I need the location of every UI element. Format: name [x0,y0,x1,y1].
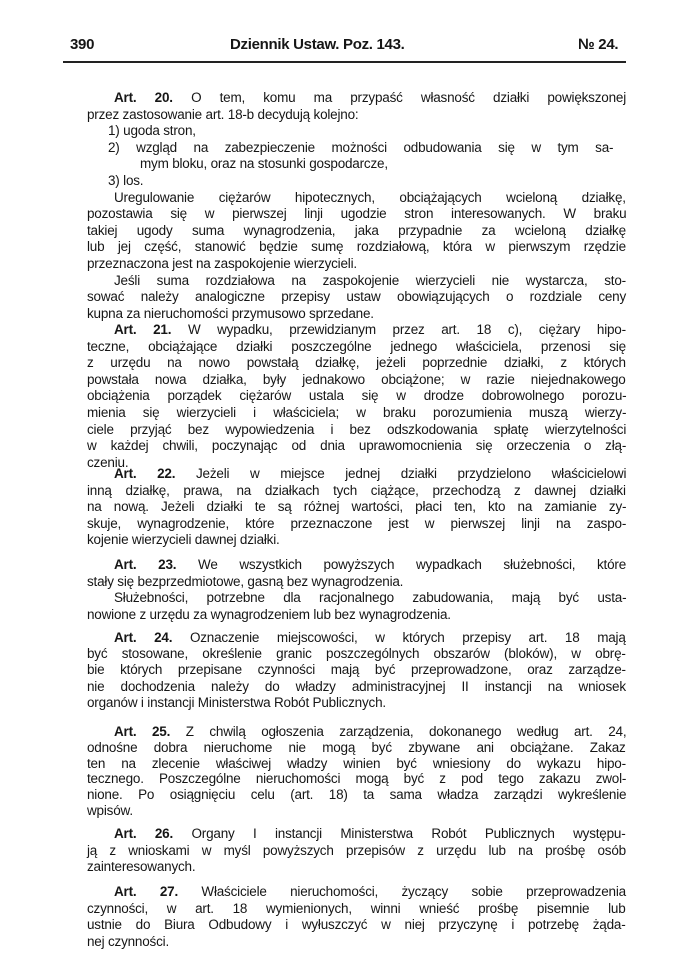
line-text: Służebności, potrzebne dla racjonalnego zabudowania, mają być usta- [114,590,627,606]
text-line [87,646,626,661]
line-text: takiej ugody suma wynagrodzenia, jaka przypadnie za wcieloną działkę [87,222,626,238]
text-line [114,630,626,645]
text-line [87,917,626,932]
text-line [87,388,626,403]
line-text: Z chwilą ogłoszenia zarządzenia, dokonanego według art. 24, [185,724,627,739]
line-text: ciele przyjąć bez wypowiedzenia i bez odszkodowania spłatę wierzytelności [87,421,627,437]
line-text: organów i instancji Ministerstwa Robót Publicznych. [87,694,386,710]
line-text: nowione z urzędu za wynagrodzeniem lub bez wynagrodzenia. [87,606,451,622]
line-text: na nową. Jeżeli działki te są różnej wartości, płaci ten, kto na zamianie zy- [87,499,627,515]
text-line [114,884,626,899]
text-line [87,306,374,321]
text-line [87,532,280,547]
line-text: Właściciele nieruchomości, życzący sobie przeprowadzenia [201,884,626,899]
text-line [108,123,196,138]
line-text: W wypadku, przewidzianym przez art. 18 c), ciężary hipo- [187,322,626,337]
line-text: tecznego. Poszczególne nieruchomości mogą być z pod tego zakazu zwol- [87,771,627,787]
line-text: kupna za nieruchomości przymusowo sprzedane. [87,305,374,321]
text-line [108,173,143,188]
text-line [87,901,626,916]
article-label: Art. 21. [114,322,172,337]
line-text: teczne, obciążające działki poszczególne jednego właściciela, przenosi się [87,338,626,354]
text-line [87,574,403,589]
line-text: powstała nowa działka, były jednakowo obciążone; w razie niejednakowego [87,371,626,387]
line-text: 2) wzgląd na zabezpieczenie możności odbudowania się w tym sa- [108,139,614,155]
line-text: We wszystkich powyższych wypadkach służebności, które [198,557,627,572]
line-text: przez zastosowanie art. 18-b decydują kolejno: [87,106,359,122]
text-line [87,934,169,949]
line-text: nie dochodzenia należy do władzy administracyjnej II instancji na wniosek [87,678,626,694]
text-line [87,499,626,514]
text-line [87,438,626,453]
text-line [87,256,357,271]
line-text: 3) los. [108,173,144,188]
line-text: ustnie do Biura Odbudowy i wyłuszczyć w niej przyczynę i potrzebę żąda- [87,917,626,932]
text-line [114,590,626,605]
article-label: Art. 22. [114,466,176,481]
line-text: być stosowane, określenie granic poszczególnych obszarów (bloków), w obrę- [87,646,626,662]
line-text: Organy I instancji Ministerstwa Robót Publicznych występu- [191,826,626,841]
text-line [87,422,626,437]
text-line [87,679,626,694]
text-line [140,156,388,171]
text-line [114,466,626,481]
line-text: odnośne dobra nieruchome nie mogą być zbywane ani obciążane. Zakaz [87,739,626,755]
line-text: 1) ugoda stron, [108,123,196,139]
text-line [87,607,451,622]
page-number: 390 [70,36,95,53]
line-text: wpisów. [87,803,133,818]
text-line [114,190,626,205]
line-text: bie których przepisane czynności mają być przeprowadzone, oraz zarządze- [87,662,626,678]
text-line [87,695,386,710]
text-line [87,662,626,677]
line-text: nej czynności. [87,933,169,949]
text-line [87,756,626,771]
text-line [87,372,626,387]
line-text: ten na zlecenie właściwej władzy winien być wniesiony do wykazu hipo- [87,755,626,771]
text-line [87,239,626,254]
line-text: Jeśli suma rozdziałowa na zaspokojenie wierzycieli nie wystarcza, sto- [114,272,626,288]
text-line [87,859,195,874]
text-line [87,355,626,370]
text-line [87,339,626,354]
line-text: przeznaczona jest na zaspokojenie wierzycieli. [87,256,357,271]
line-text: sować należy analogiczne przepisy ustaw obowiązujących o rozdziale ceny [87,289,627,305]
line-text: O tem, komu ma przypaść własność działki powiększonej [191,90,627,105]
line-text: zainteresowanych. [87,859,196,874]
text-line [114,273,626,288]
line-text: w każdej chwili, poczynając od dnia uprawomocnienia się orzeczenia o złą- [87,438,627,454]
text-line [108,140,613,155]
line-text: inną działkę, prawa, na działkach tych ciążące, przechodzą z dawnej działki [87,482,626,498]
line-text: kojenie wierzycieli dawnej działki. [87,532,280,548]
text-line [87,771,626,786]
text-line [87,787,626,802]
text-line [114,826,626,841]
article-label: Art. 20. [114,90,173,105]
line-text: mym bloku, oraz na stosunki gospodarcze, [140,156,388,172]
line-text: mienia się wierzycieli i właściciela; w braku porozumienia muszą wierzy- [87,405,627,420]
text-line [87,740,626,755]
article-label: Art. 24. [114,630,173,645]
text-line [87,107,358,122]
text-line [87,223,626,238]
line-text: obciążenia porządek ciężarów ustala się w drodze dobrowolnego porozu- [87,388,627,404]
text-line [114,90,626,105]
line-text: Jeżeli w miejsce jednej działki przydzielono właścicielowi [195,466,627,481]
text-line [87,206,626,221]
text-line [87,516,626,531]
text-line [87,405,626,420]
header-rule [63,61,626,63]
line-text: z urzędu na nowo powstałą działkę, jeżeli poprzednie działki, z których [87,355,626,371]
text-line [114,322,626,337]
line-text: lub jej część, stanowić będzie sumę rozdziałową, która w pierwszym rzędzie [87,239,626,255]
line-text: Uregulowanie ciężarów hipotecznych, obciążających wcieloną działkę, [114,189,626,205]
journal-title: Dziennik Ustaw. Poz. 143. [230,36,405,53]
line-text: czynności, w art. 18 wymienionych, winni wnieść prośbę pisemnie lub [87,900,626,916]
line-text: pozostawia się w pierwszej linji ugodzie stron interesowanych. W braku [87,206,627,222]
line-text: czeniu. [87,454,129,470]
article-label: Art. 27. [114,884,179,899]
line-text: skuje, wynagrodzenie, które przeznaczone jest w pierwszej linji na zaspo- [87,515,627,531]
text-line [87,483,626,498]
article-label: Art. 25. [114,724,171,739]
line-text: Oznaczenie miejscowości, w których przepisy art. 18 mają [189,630,626,645]
text-line [87,803,133,818]
line-text: nione. Po osiągnięciu celu (art. 18) ta sama władza zarządzi wykreślenie [87,787,627,803]
article-label: Art. 23. [114,557,177,572]
line-text: stały się bezprzedmiotowe, gasną bez wynagrodzenia. [87,573,404,589]
text-line [114,557,626,572]
line-text: ją z wnioskami w myśl powyższych przepisów z urzędu lub na prośbę osób [87,842,626,858]
text-line [114,724,626,739]
text-line [87,289,626,304]
text-line [87,843,626,858]
article-label: Art. 26. [114,826,174,841]
issue-number: № 24. [578,36,619,53]
